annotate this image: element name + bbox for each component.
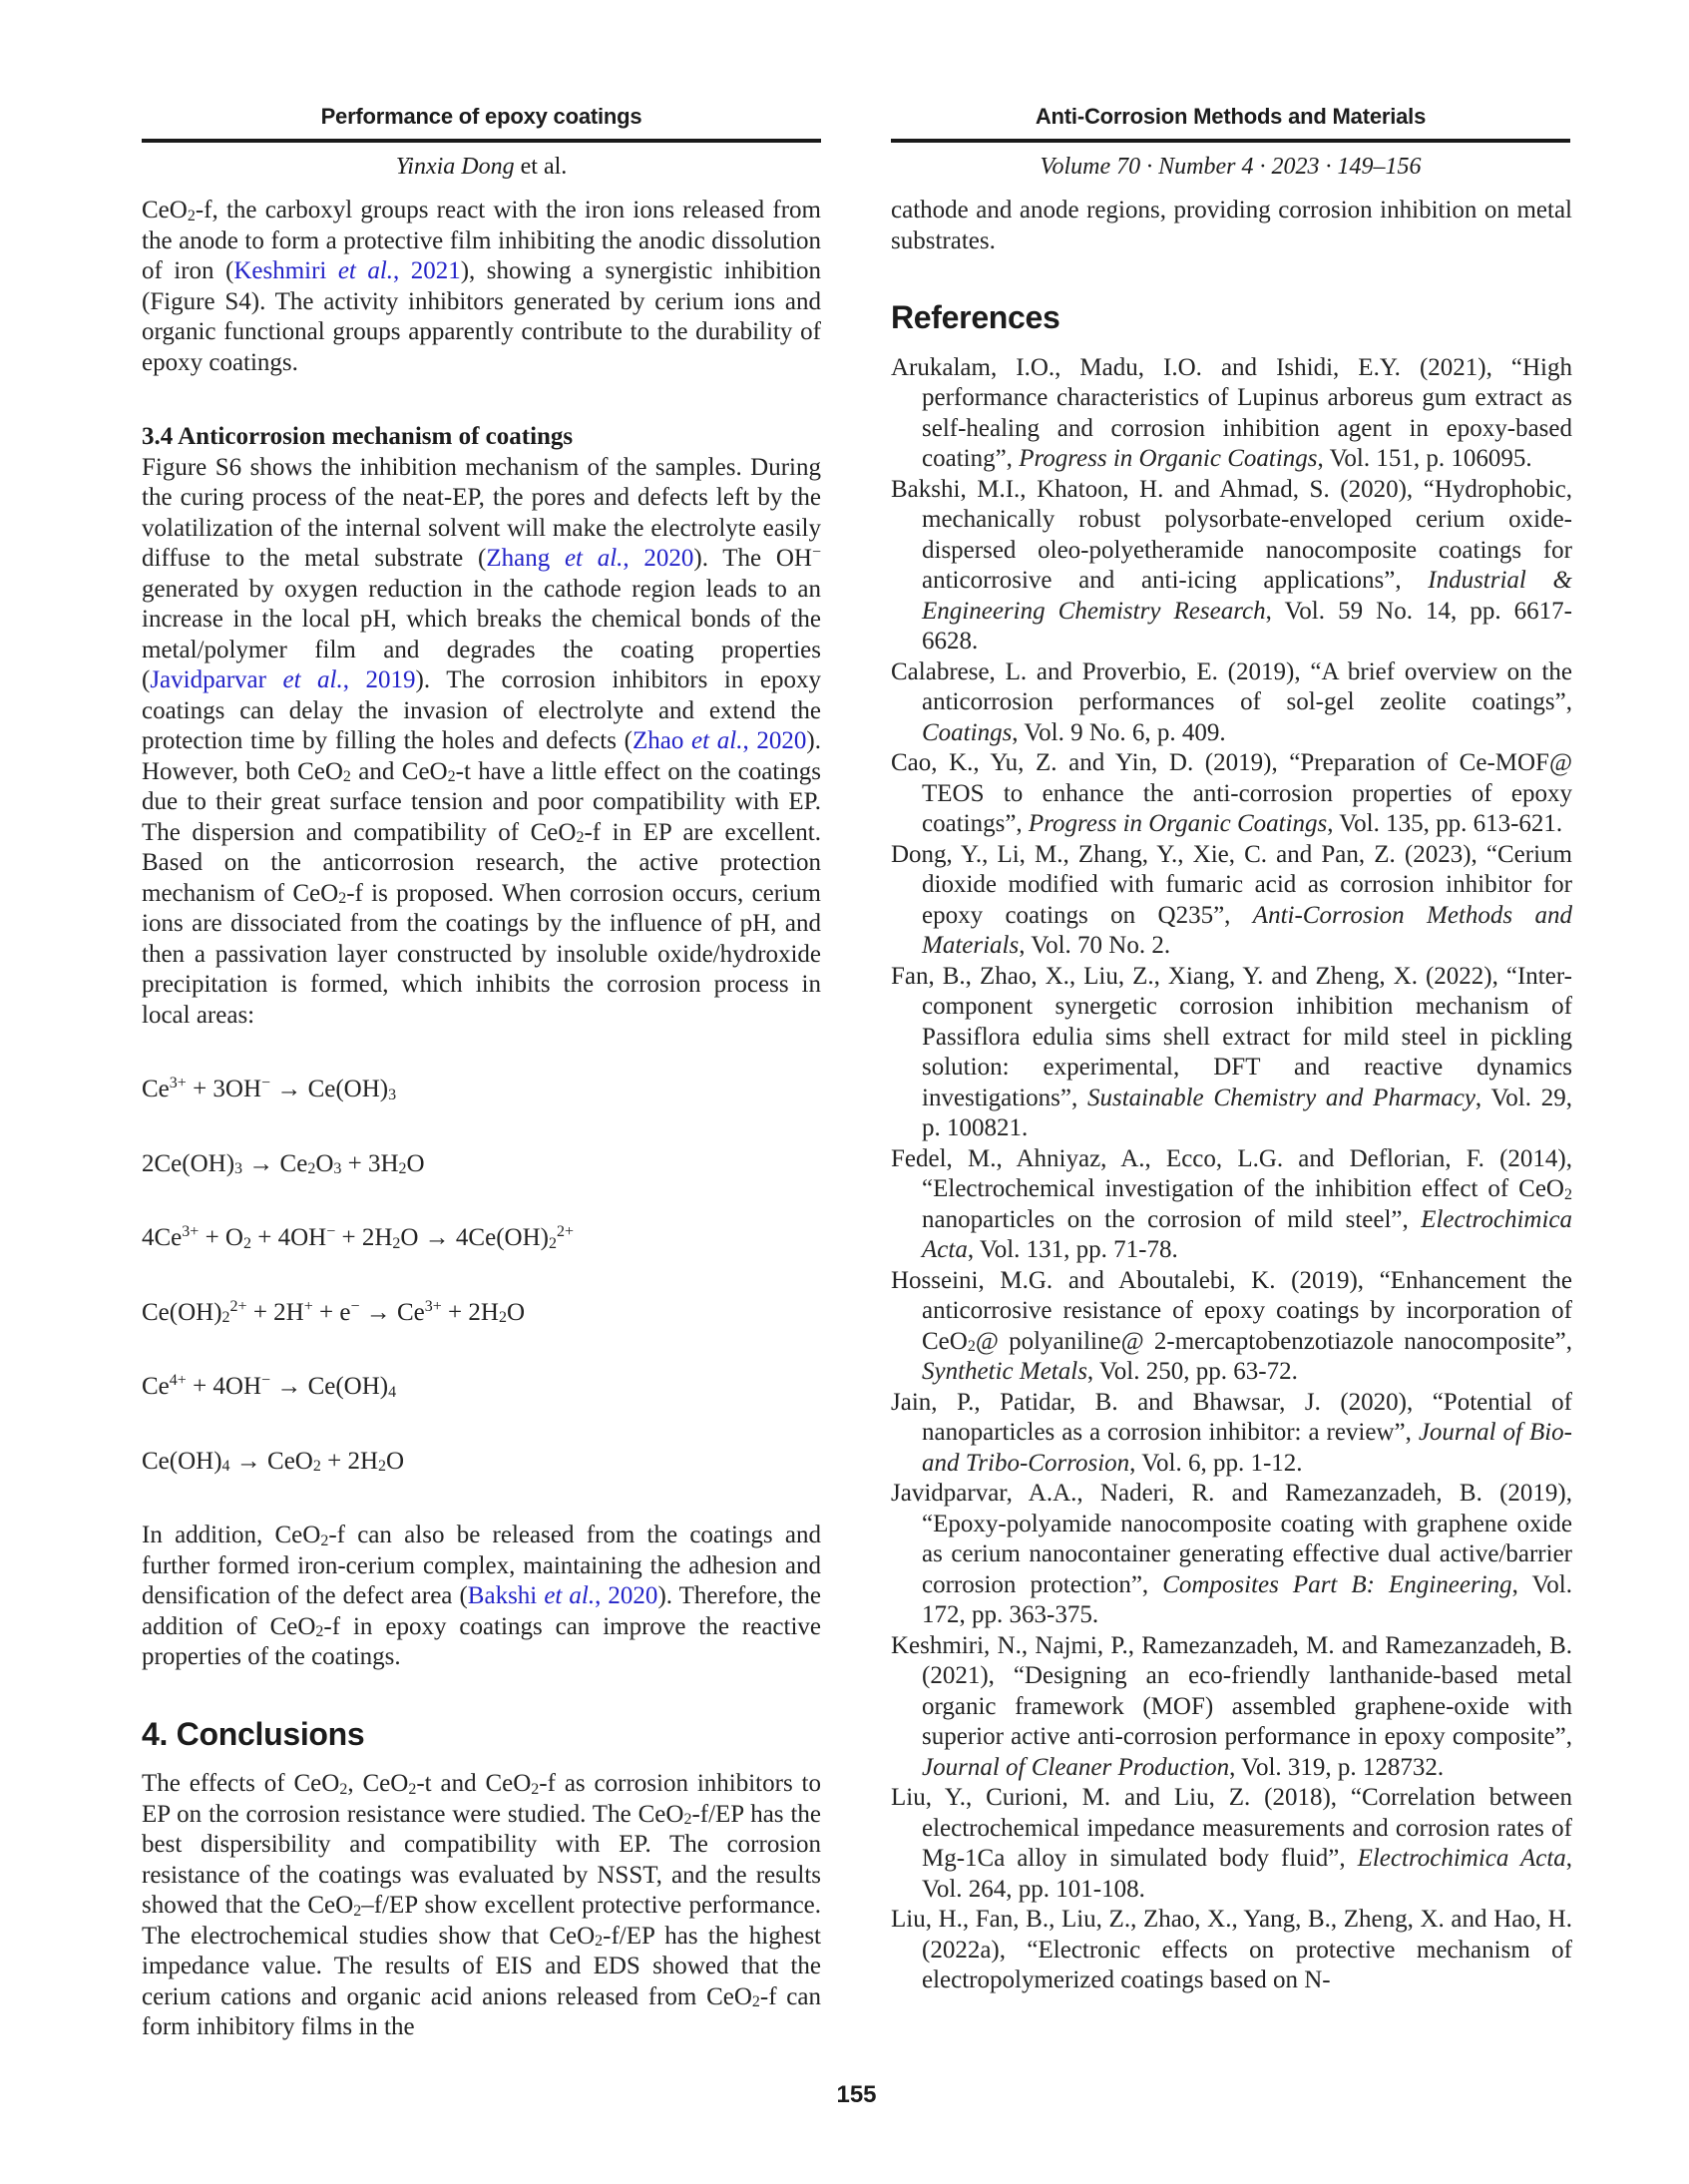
paragraph-ceo2f-continuation <box>142 196 821 378</box>
text-run: , Vol. 9 No. 6, p. 409. <box>1012 718 1226 746</box>
subscript: 2 <box>408 1780 417 1798</box>
subscript: 2 <box>683 1811 692 1829</box>
text-run: Fedel, M., Ahniyaz, A., Ecco, L.G. and Deflorian, F. (2014), “Electrochemical investigation of the inhibition effect of CeO2 nanoparticles on the corrosion of mild steel”, <box>891 1144 1572 1233</box>
text-run: Synthetic Metals <box>922 1358 1087 1385</box>
supscript: 3 <box>182 1223 191 1241</box>
supscript: 2 <box>556 1223 565 1241</box>
page-number: 155 <box>836 2081 877 2108</box>
subscript: 2 <box>595 1933 604 1951</box>
reference-item <box>891 1479 1572 1631</box>
text-run: Industrial & Engineering Chemistry Research <box>922 567 1572 625</box>
text-run: ). However, both CeO2 and CeO2-t have a little effect on the coatings due to their great surface tension and poor compatibility with EP. The dispersion and compatibility of CeO2-f in EP are excellent. Based on the anticorrosion research, the active protection mechanism of CeO2-f is proposed. When corrosion occurs, cerium ions are dissociated from the coatings by the influence of pH, and then a passivation layer constructed by insoluble oxide/hydroxide precipitation is formed, which inhibits the corrosion process in local areas: <box>142 727 821 1029</box>
supscript: 4 <box>169 1372 178 1390</box>
citation-link[interactable]: , 2019 <box>342 666 416 693</box>
text-run: The effects of CeO2, CeO2-t and CeO2-f as corrosion inhibitors to EP on the corrosion resistance were studied. The CeO2-f/EP has the best dispersibility and compatibility with EP. The corrosion resistance of the coatings was evaluated by NSST, and the results showed that the CeO2–f/EP show excellent protective performance. The electrochemical studies show that CeO2-f/EP has the highest impedance value. The results of EIS and EDS showed that the cerium cations and organic acid anions released from CeO2-f can form inhibitory films in the <box>142 1770 822 2040</box>
chemical-equation: $Ce(OH)2^{2+} + 2H^+ + e^- \to Ce^{3+} + 2H2O$ <box>142 1297 526 1327</box>
supscript: 3 <box>424 1297 433 1315</box>
paragraph-mechanism <box>142 453 821 1032</box>
subscript: 2 <box>378 1458 387 1476</box>
text-run: ). The corrosion inhibitors in epoxy coatings can delay the invasion of electrolyte and extend the protection time by filling the holes and defects ( <box>142 666 821 754</box>
subscript: 4 <box>388 1383 397 1401</box>
subscript: 2 <box>392 1234 401 1252</box>
chemical-equation: $Ce^{4+} + 4OH^- \to Ce(OH)4$ <box>142 1372 397 1401</box>
subscript: 2 <box>312 1458 321 1476</box>
citation-link[interactable]: , 2020 <box>595 1582 658 1609</box>
reference-item <box>891 748 1572 840</box>
reference-item <box>891 1631 1572 1784</box>
reference-item <box>891 657 1572 749</box>
citation-link[interactable]: Javidparvar <box>150 666 283 693</box>
reference-item <box>891 840 1572 962</box>
supscript: + <box>177 1372 187 1390</box>
text-run: Composites Part B: Engineering <box>1162 1570 1512 1598</box>
text-run: ), showing a synergistic inhibition (Figure S4). The activity inhibitors generated by cerium ions and organic functional groups apparently contribute to the durability of epoxy coatings. <box>142 257 822 376</box>
supscript: + <box>303 1297 313 1315</box>
supscript: − <box>326 1223 336 1241</box>
text-run: Journal of Cleaner Production <box>922 1753 1230 1781</box>
citation-link[interactable]: , 2021 <box>393 257 461 284</box>
text-run: Progress in Organic Coatings <box>1019 445 1318 472</box>
reference-item <box>891 962 1572 1144</box>
subscript: 2 <box>221 1309 230 1327</box>
text-run: cathode and anode regions, providing corrosion inhibition on metal substrates. <box>891 197 1572 254</box>
supscript: + <box>177 1075 187 1092</box>
running-head-left-title: Performance of epoxy coatings <box>320 104 642 129</box>
text-run: Coatings <box>922 718 1013 746</box>
text-run: Javidparvar, A.A., Naderi, R. and Ramezanzadeh, B. (2019), “Epoxy-polyamide nanocomposite coating with graphene oxide as cerium nanocontainer generating effective dual active/barrier corrosion protection”, <box>891 1480 1572 1598</box>
text-run: Calabrese, L. and Proverbio, E. (2019), “A brief overview on the anticorrosion performances of sol-gel zeolite coatings”, <box>891 657 1572 715</box>
text-run: Jain, P., Patidar, B. and Bhawsar, J. (2020), “Potential of nanoparticles as a corrosion inhibitor: a review”, <box>891 1388 1572 1446</box>
subscript: 2 <box>447 768 456 786</box>
text-run: CeO2-f, the carboxyl groups react with the iron ions released from the anode to form a protective film inhibiting the anodic dissolution of iron ( <box>142 197 821 284</box>
text-run: Fan, B., Zhao, X., Liu, Z., Xiang, Y. and Zheng, X. (2022), “Inter-component synergetic corrosion inhibition mechanism of Passiflora edulia sims shell extract for mild steel in pickling solution: experimental, DFT and reactive dynamics investigations”, <box>891 962 1572 1111</box>
subscript: 2 <box>339 1780 348 1798</box>
citation-link[interactable]: Bakshi <box>467 1582 545 1609</box>
supscript: + <box>432 1297 442 1315</box>
subscript: 2 <box>353 1902 362 1920</box>
running-head-left-subtitle <box>142 154 821 181</box>
subscript: 2 <box>967 1338 976 1356</box>
citation-link[interactable]: , 2020 <box>623 545 694 572</box>
text-run: Anti-Corrosion Methods and Materials <box>922 901 1573 959</box>
subscript: 2 <box>242 1234 251 1252</box>
text-run: , Vol. 319, p. 128732. <box>1229 1753 1445 1781</box>
paragraph-conclusions <box>142 1769 821 2043</box>
text-run: , Vol. 264, pp. 101-108. <box>922 1845 1573 1903</box>
paragraph-release <box>142 1521 821 1673</box>
citation-link[interactable]: , 2020 <box>742 727 807 754</box>
supscript: − <box>350 1297 360 1315</box>
references-heading: References <box>891 299 1060 335</box>
citation-link[interactable]: et al. <box>544 1582 596 1609</box>
citation-link[interactable]: et al. <box>564 545 624 572</box>
text-run: In addition, CeO2-f can also be released from the coatings and further formed iron-cerium complex, maintaining the adhesion and densification of the defect area ( <box>142 1522 821 1609</box>
citation-link[interactable]: Keshmiri <box>233 257 338 284</box>
text-run: , Vol. 151, p. 106095. <box>1317 445 1532 472</box>
text-run: , Vol. 172, pp. 363-375. <box>922 1570 1572 1628</box>
reference-item <box>891 1905 1572 1996</box>
text-run: Liu, Y., Curioni, M. and Liu, Z. (2018), “Correlation between electrochemical impedance measurements and corrosion rates of Mg-1Ca alloy in simulated body fluid”, <box>891 1784 1572 1872</box>
text-run: Dong, Y., Li, M., Zhang, Y., Xie, C. and Pan, Z. (2023), “Cerium dioxide modified with fumaric acid as corrosion inhibitor for epoxy coatings on Q235”, <box>891 840 1572 929</box>
subscript: 4 <box>221 1458 230 1476</box>
citation-link[interactable]: et al. <box>337 257 394 284</box>
text-run: Electrochimica Acta <box>922 1205 1572 1263</box>
reference-item <box>891 1783 1572 1905</box>
reference-item <box>891 1266 1572 1388</box>
supscript: − <box>261 1075 271 1092</box>
subscript: 2 <box>320 1531 329 1549</box>
subscript: 2 <box>531 1780 540 1798</box>
text-run: , Vol. 131, pp. 71-78. <box>967 1236 1178 1263</box>
text-run: Cao, K., Yu, Z. and Yin, D. (2019), “Preparation of Ce-MOF@ TEOS to enhance the anti-corrosion properties of epoxy coatings”, <box>891 749 1572 837</box>
citation-link[interactable]: et al. <box>282 666 343 693</box>
reference-item <box>891 353 1572 475</box>
text-run: , Vol. 59 No. 14, pp. 6617-6628. <box>922 597 1572 655</box>
subscript: 3 <box>234 1160 243 1178</box>
subscript: 2 <box>338 890 347 908</box>
reference-item <box>891 475 1572 657</box>
supscript: + <box>190 1223 200 1241</box>
text-run: , Vol. 6, pp. 1-12. <box>1129 1449 1303 1477</box>
conclusions-heading: 4. Conclusions <box>142 1715 365 1752</box>
chemical-equation: 2Ce(OH)3 → Ce2O3 + 3H2O <box>142 1149 425 1178</box>
chemical-equation: Ce(OH)4 → CeO2 + 2H2O <box>142 1447 405 1476</box>
text-run: ). The OH− generated by oxygen reduction in the cathode region leads to an increase in the local pH, which breaks the chemical bonds of the metal/polymer film and degrades the coating properties ( <box>142 544 821 693</box>
section-heading-anticorrosion-mechanism: 3.4 Anticorrosion mechanism of coatings <box>142 423 574 450</box>
running-head-left <box>142 104 821 181</box>
running-head-right <box>891 104 1570 181</box>
text-run: Electrochimica Acta <box>1357 1845 1566 1872</box>
text-run: Yinxia Dong <box>395 154 515 180</box>
text-run: Journal of Bio-and Tribo-Corrosion <box>922 1419 1572 1477</box>
text-run: , Vol. 250, pp. 63-72. <box>1086 1358 1298 1385</box>
text-run: Keshmiri, N., Najmi, P., Ramezanzadeh, M. and Ramezanzadeh, B. (2021), “Designing an eco-friendly lanthanide-based metal organic framework (MOF) assembled graphene-oxide with superior active anti-corrosion performance in epoxy composite”, <box>891 1631 1572 1750</box>
references-list <box>891 353 1572 1996</box>
subscript: 2 <box>576 829 585 847</box>
supscript: 3 <box>169 1075 178 1092</box>
reference-item <box>891 1388 1572 1480</box>
supscript: + <box>564 1223 574 1241</box>
subscript: 2 <box>548 1234 557 1252</box>
supscript: + <box>237 1297 247 1315</box>
header-rule-right <box>891 139 1570 143</box>
subscript: 3 <box>388 1086 397 1103</box>
supscript: − <box>811 544 821 562</box>
left-column <box>142 196 821 2043</box>
text-run: Figure S6 shows the inhibition mechanism of the samples. During the curing process of the neat-EP, the pores and defects left by the volatilization of the internal solvent will make the electrolyte easily diffuse to the metal substrate ( <box>142 453 821 572</box>
citation-link[interactable]: et al. <box>691 727 743 754</box>
subscript: 2 <box>751 1993 760 2011</box>
header-rule-left <box>142 139 821 143</box>
text-run: , Vol. 135, pp. 613-621. <box>1327 810 1563 837</box>
chemical-equation: $4Ce^{3+} + O2 + 4OH^- + 2H2O \to 4Ce(OH)2^{2+}$ <box>142 1223 574 1252</box>
equations-block <box>142 1075 821 1477</box>
text-run: et al. <box>514 154 568 180</box>
paragraph-cathode-continuation <box>891 196 1572 256</box>
text-run: Arukalam, I.O., Madu, I.O. and Ishidi, E.Y. (2021), “High performance characteristics of Lupinus arboreus gum extract as self-healing and corrosion inhibition agent in epoxy-based coating”, <box>891 353 1572 472</box>
subscript: 2 <box>315 1623 324 1641</box>
text-run: Sustainable Chemistry and Pharmacy <box>1086 1084 1476 1111</box>
text-run: Bakshi, M.I., Khatoon, H. and Ahmad, S. (2020), “Hydrophobic, mechanically robust polysorbate-enveloped cerium oxide-dispersed oleo-polyetheramide nanocomposite coatings for anticorrosive and anti-icing applications”, <box>891 475 1572 594</box>
citation-link[interactable]: Zhao <box>632 727 692 754</box>
text-run: Hosseini, M.G. and Aboutalebi, K. (2019), “Enhancement the anticorrosive resistance of epoxy coatings by incorporation of CeO2@ polyaniline@ 2-mercaptobenzotiazole nanocomposite”, <box>891 1266 1572 1356</box>
citation-link[interactable]: Zhang <box>486 545 565 572</box>
supscript: 2 <box>229 1297 238 1315</box>
text-run: ). Therefore, the addition of CeO2-f in epoxy coatings can improve the reactive properties of the coatings. <box>142 1582 822 1670</box>
text-run: , Vol. 70 No. 2. <box>1019 932 1171 959</box>
right-column <box>891 196 1572 1996</box>
subscript: 2 <box>498 1309 507 1327</box>
text-run: Progress in Organic Coatings <box>1028 810 1328 837</box>
subscript: 2 <box>1564 1185 1572 1203</box>
subscript: 3 <box>333 1160 342 1178</box>
text-run: , Vol. 29, p. 100821. <box>922 1084 1572 1141</box>
subscript: 2 <box>187 207 196 224</box>
text-run: Liu, H., Fan, B., Liu, Z., Zhao, X., Yang, B., Zheng, X. and Hao, H. (2022a), “Electronic effects on protective mechanism of electropolymerized coatings based on N- <box>891 1906 1572 1993</box>
running-head-right-subtitle <box>891 154 1570 181</box>
supscript: − <box>261 1372 271 1390</box>
chemical-equation: $Ce^{3+} + 3OH^- \to Ce(OH)3$ <box>142 1075 397 1103</box>
reference-item <box>891 1144 1572 1266</box>
running-head-right-title: Anti-Corrosion Methods and Materials <box>1035 104 1427 129</box>
subscript: 2 <box>398 1160 407 1178</box>
subscript: 2 <box>307 1160 316 1178</box>
subscript: 2 <box>342 768 351 786</box>
text-run: Volume 70 · Number 4 · 2023 · 149–156 <box>1040 154 1422 180</box>
